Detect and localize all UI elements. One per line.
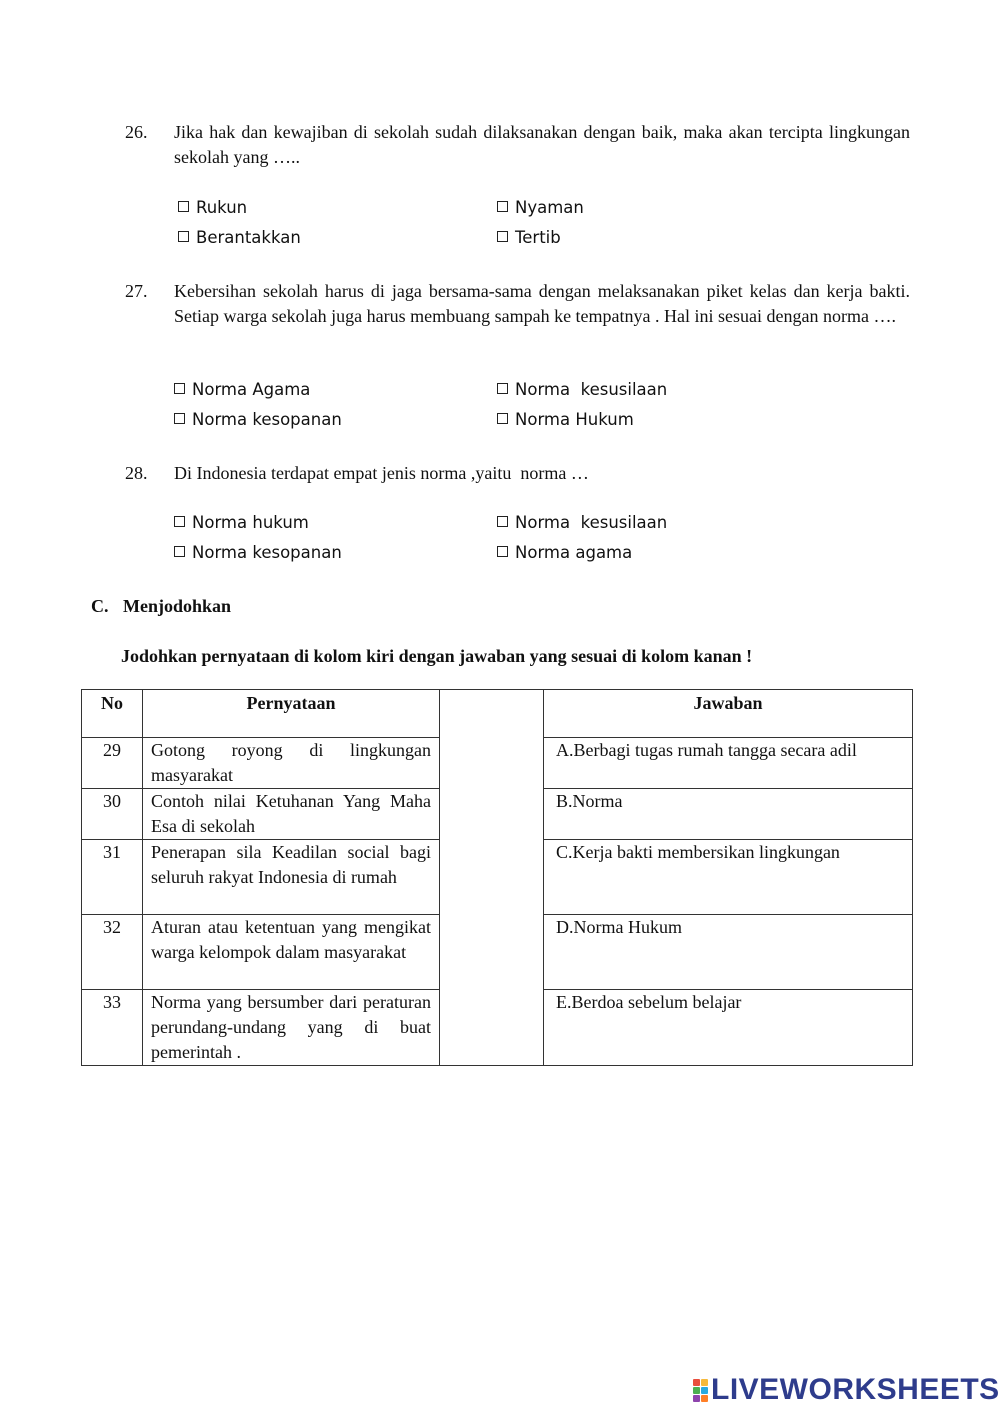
checkbox-icon[interactable] xyxy=(174,413,185,424)
row-answer[interactable]: E.Berdoa sebelum belajar xyxy=(544,990,913,1066)
question-26 xyxy=(125,120,910,170)
header-no: No xyxy=(82,690,143,738)
logo-square xyxy=(701,1379,708,1386)
row-answer[interactable]: C.Kerja bakti membersikan lingkungan xyxy=(544,840,913,915)
checkbox-icon[interactable] xyxy=(174,383,185,394)
option-label: Norma Hukum xyxy=(515,410,634,429)
row-number: 30 xyxy=(82,789,143,840)
logo-square xyxy=(693,1379,700,1386)
question-28 xyxy=(125,461,910,486)
option-label: Tertib xyxy=(515,228,561,247)
option-q27-b[interactable] xyxy=(497,379,667,401)
option-q27-d[interactable] xyxy=(497,409,634,431)
option-q26-a[interactable] xyxy=(178,197,247,219)
option-label: Berantakkan xyxy=(196,228,301,247)
option-label: Norma kesusilaan xyxy=(515,513,668,532)
question-number: 28. xyxy=(125,463,148,483)
option-q26-c[interactable] xyxy=(178,227,301,249)
logo-text: LIVEWORKSHEETS xyxy=(711,1373,1000,1406)
row-number: 32 xyxy=(82,915,143,990)
logo-square xyxy=(693,1387,700,1394)
option-label: Norma agama xyxy=(515,543,633,562)
option-q26-d[interactable] xyxy=(497,227,561,249)
option-label: Norma kesopanan xyxy=(192,410,342,429)
option-label: Norma kesusilaan xyxy=(515,380,668,399)
row-statement: Gotong royong di lingkungan masyarakat xyxy=(143,738,440,789)
option-q26-b[interactable] xyxy=(497,197,584,219)
section-c-heading xyxy=(91,595,231,617)
row-statement: Contoh nilai Ketuhanan Yang Maha Esa di sekolah xyxy=(143,789,440,840)
option-label: Norma hukum xyxy=(192,513,309,532)
match-column[interactable] xyxy=(440,690,544,1066)
checkbox-icon[interactable] xyxy=(497,383,508,394)
option-label: Norma Agama xyxy=(192,380,311,399)
question-27 xyxy=(125,279,910,329)
header-statement: Pernyataan xyxy=(143,690,440,738)
question-text: Kebersihan sekolah harus di jaga bersama-sama dengan melaksanakan piket kelas dan kerja bakti. Setiap warga sekolah juga harus membuang sampah ke tempatnya . Hal ini sesuai dengan norma …. xyxy=(174,281,910,326)
matching-table xyxy=(81,689,913,1066)
checkbox-icon[interactable] xyxy=(178,231,189,242)
option-q28-c[interactable] xyxy=(174,542,342,564)
checkbox-icon[interactable] xyxy=(174,546,185,557)
row-statement: Penerapan sila Keadilan social bagi seluruh rakyat Indonesia di rumah xyxy=(143,840,440,915)
section-label: C. xyxy=(91,596,109,616)
checkbox-icon[interactable] xyxy=(497,546,508,557)
option-q28-d[interactable] xyxy=(497,542,632,564)
logo-square xyxy=(701,1395,708,1402)
checkbox-icon[interactable] xyxy=(497,516,508,527)
row-answer[interactable]: D.Norma Hukum xyxy=(544,915,913,990)
table-header-row xyxy=(82,690,913,738)
row-answer[interactable]: B.Norma xyxy=(544,789,913,840)
question-text: Di Indonesia terdapat empat jenis norma ,yaitu norma … xyxy=(174,463,589,483)
option-label: Norma kesopanan xyxy=(192,543,342,562)
row-number: 29 xyxy=(82,738,143,789)
question-number: 27. xyxy=(125,281,148,301)
row-statement: Aturan atau ketentuan yang mengikat warga kelompok dalam masyarakat xyxy=(143,915,440,990)
row-answer[interactable]: A.Berbagi tugas rumah tangga secara adil xyxy=(544,738,913,789)
section-c-instruction: Jodohkan pernyataan di kolom kiri dengan jawaban yang sesuai di kolom kanan ! xyxy=(121,646,753,666)
question-number: 26. xyxy=(125,122,148,142)
row-statement: Norma yang bersumber dari peraturan perundang-undang yang di buat pemerintah . xyxy=(143,990,440,1066)
option-q27-c[interactable] xyxy=(174,409,342,431)
checkbox-icon[interactable] xyxy=(174,516,185,527)
question-text: Jika hak dan kewajiban di sekolah sudah dilaksanakan dengan baik, maka akan tercipta lingkungan sekolah yang ….. xyxy=(174,122,910,167)
option-q28-a[interactable] xyxy=(174,512,309,534)
logo-mark-icon xyxy=(693,1379,708,1402)
option-q27-a[interactable] xyxy=(174,379,310,401)
logo-square xyxy=(693,1395,700,1402)
checkbox-icon[interactable] xyxy=(497,413,508,424)
liveworksheets-logo xyxy=(693,1373,1000,1406)
option-q28-b[interactable] xyxy=(497,512,667,534)
option-label: Nyaman xyxy=(515,198,584,217)
row-number: 33 xyxy=(82,990,143,1066)
option-label: Rukun xyxy=(196,198,248,217)
row-number: 31 xyxy=(82,840,143,915)
checkbox-icon[interactable] xyxy=(497,231,508,242)
checkbox-icon[interactable] xyxy=(497,201,508,212)
checkbox-icon[interactable] xyxy=(178,201,189,212)
logo-square xyxy=(701,1387,708,1394)
section-title: Menjodohkan xyxy=(123,596,232,616)
header-answer: Jawaban xyxy=(544,690,913,738)
